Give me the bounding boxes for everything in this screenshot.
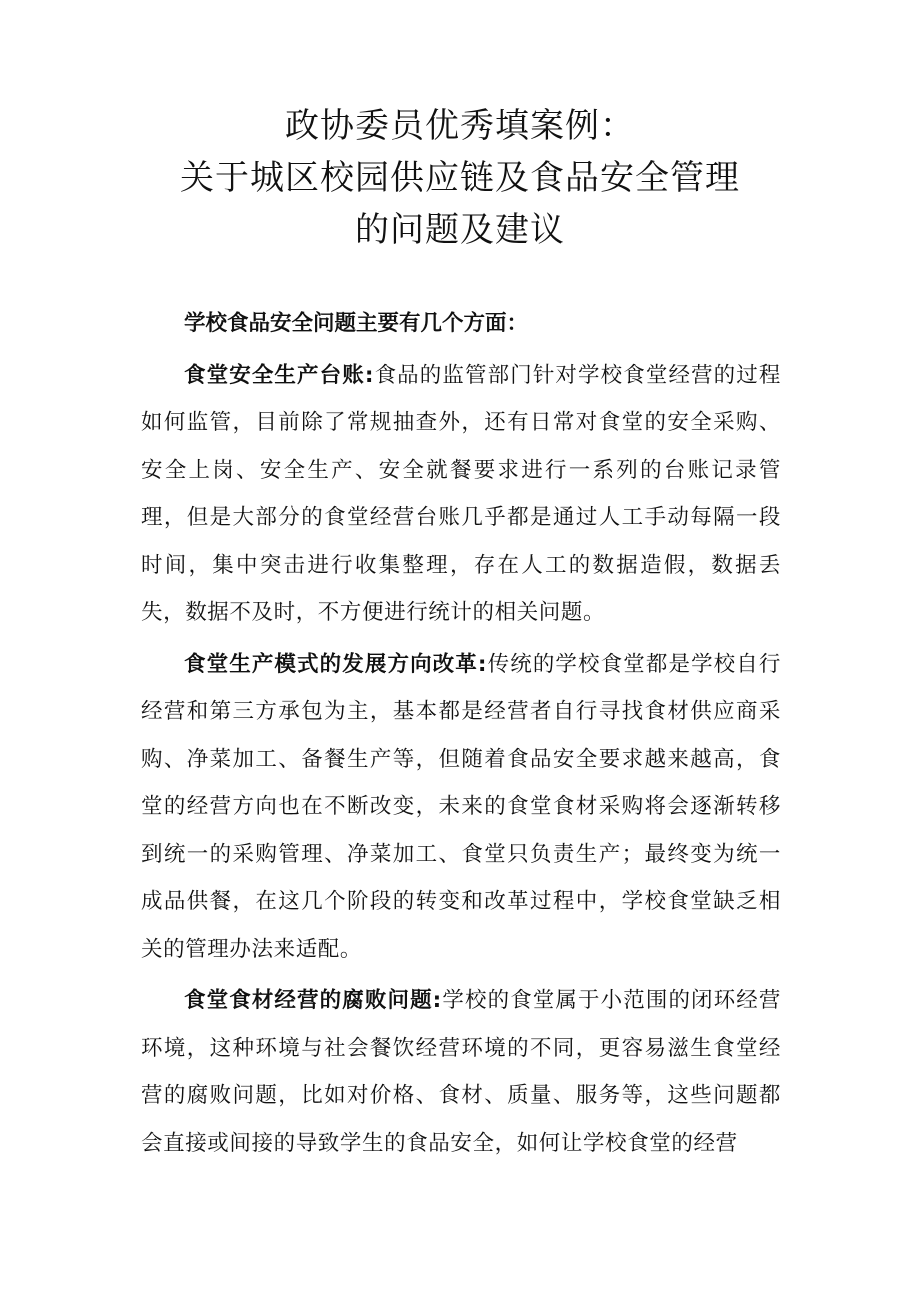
section-heading: 食堂生产模式的发展方向改革: [184, 651, 488, 677]
intro-heading: 学校食品安全问题主要有几个方面： [184, 311, 529, 336]
title-line-1: 政协委员优秀填案例： [285, 106, 635, 146]
section-text: 食品的监管部门针对学校食堂经营的过程如何监管，目前除了常规抽查外，还有日常对食堂的安全采购、安全上岗、安全生产、安全就餐要求进行一系列的台账记录管理，但是大部分的食堂经营台账几乎都是通过人工手动每隔一段时间，集中突击进行收集整理，存在人工的数据造假，数据丢失，数据不及时，不方便进行统计的相关问题。 [141, 362, 781, 625]
section-heading: 食堂安全生产台账: [184, 362, 375, 388]
section-text: 传统的学校食堂都是学校自行经营和第三方承包为主，基本都是经营者自行寻找食材供应商采购、净菜加工、备餐生产等，但随着食品安全要求越来越高，食堂的经营方向也在不断改变，未来的食堂食材采购将会逐渐转移到统一的采购管理、净菜加工、食堂只负责生产；最终变为统一成品供餐，在这几个阶段的转变和改革过程中，学校食堂缺乏相关的管理办法来适配。 [141, 651, 781, 962]
section-corruption-issue [141, 977, 781, 1167]
section-heading: 食堂食材经营的腐败问题: [184, 988, 442, 1013]
section-canteen-ledger [141, 352, 781, 637]
document-title [0, 100, 920, 256]
title-line-3: 的问题及建议 [355, 210, 565, 250]
title-line-2: 关于城区校园供应链及食品安全管理 [180, 158, 740, 198]
section-production-reform [141, 641, 781, 974]
section-text: 学校的食堂属于小范围的闭环经营环境，这种环境与社会餐饮经营环境的不同，更容易滋生食堂经营的腐败问题，比如对价格、食材、质量、服务等，这些问题都会直接或间接的导致学生的食品安全，如何让学校食堂的经营 [141, 988, 781, 1156]
document-body [141, 300, 781, 1167]
